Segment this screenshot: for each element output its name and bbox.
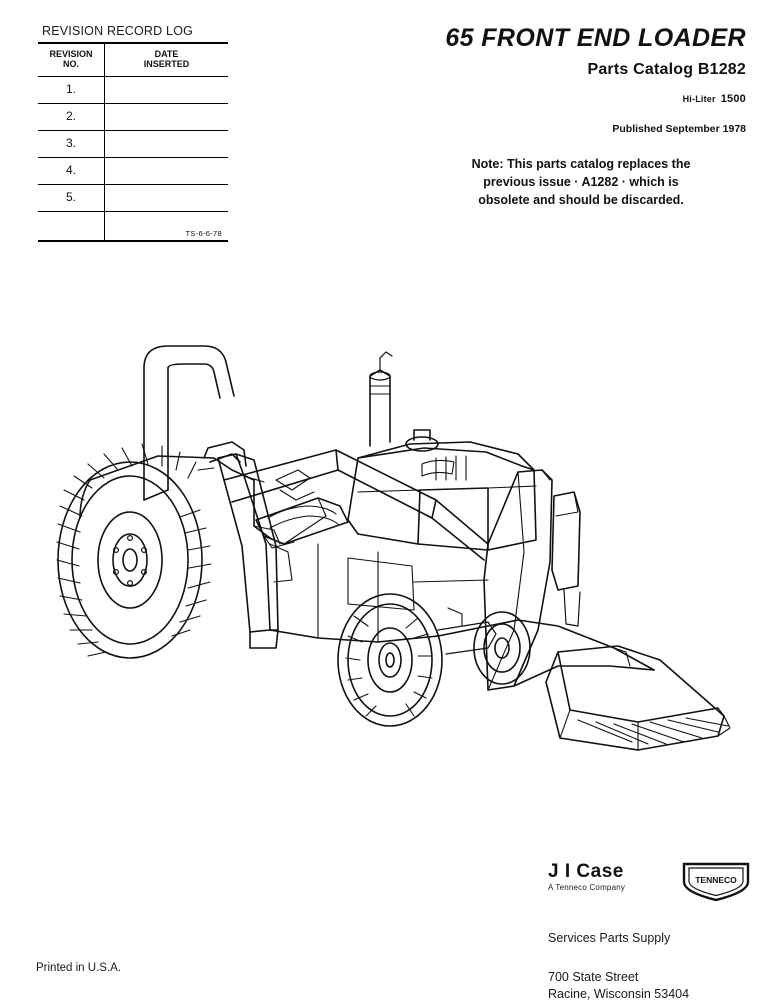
date-inserted-cell[interactable] xyxy=(105,185,229,212)
hiliter-number: 1500 xyxy=(720,93,746,105)
date-inserted-cell[interactable] xyxy=(105,104,229,131)
revision-number-cell: 4. xyxy=(38,158,105,185)
revision-log-title: REVISION RECORD LOG xyxy=(42,24,194,38)
company-tagline: A Tenneco Company xyxy=(548,883,626,892)
address-line-2: Racine, Wisconsin 53404 xyxy=(548,986,690,1001)
services-line: Services Parts Supply xyxy=(548,931,671,945)
tenneco-logo-text: TENNECO xyxy=(695,875,737,885)
document-header xyxy=(366,26,746,209)
catalog-subtitle: Parts Catalog B1282 xyxy=(587,61,746,78)
company-footer xyxy=(548,862,758,1003)
date-inserted-cell[interactable] xyxy=(105,77,229,104)
replacement-note xyxy=(416,155,746,209)
column-header-revision-no: REVISION NO. xyxy=(38,43,105,77)
hiliter-line xyxy=(366,93,746,105)
footer-code-cell xyxy=(105,212,229,242)
table-row xyxy=(38,77,228,104)
revision-log-table xyxy=(38,42,228,242)
printed-in-usa: Printed in U.S.A. xyxy=(36,962,122,974)
tenneco-logo xyxy=(680,858,752,902)
hiliter-label: Hi-Liter xyxy=(682,94,716,104)
revision-number-cell: 1. xyxy=(38,77,105,104)
table-row xyxy=(38,185,228,212)
date-inserted-cell[interactable] xyxy=(105,131,229,158)
revision-number-cell: 5. xyxy=(38,185,105,212)
revision-number-cell: 3. xyxy=(38,131,105,158)
address-line-1: 700 State Street xyxy=(548,969,639,984)
table-row xyxy=(38,158,228,185)
note-line-2: previous issue · A1282 · which is xyxy=(483,175,679,190)
revision-record-log xyxy=(38,24,228,242)
table-header-row xyxy=(38,43,228,77)
page-title: 65 FRONT END LOADER xyxy=(445,24,746,52)
table-row xyxy=(38,131,228,158)
note-line-1: Note: This parts catalog replaces the xyxy=(471,157,691,171)
front-end-loader-tractor-line-drawing xyxy=(18,330,754,760)
table-footer-row xyxy=(38,212,228,242)
published-date: Published September 1978 xyxy=(612,123,746,135)
note-line-3: obsolete and should be discarded. xyxy=(478,193,684,208)
revision-number-cell: 2. xyxy=(38,104,105,131)
company-name: J I Case xyxy=(548,861,624,882)
footer-blank-cell xyxy=(38,212,105,242)
column-header-date-inserted: DATE INSERTED xyxy=(105,43,229,77)
table-row xyxy=(38,104,228,131)
revision-log-code: TS-6-6-78 xyxy=(185,228,222,238)
date-inserted-cell[interactable] xyxy=(105,158,229,185)
brand-row xyxy=(548,862,758,904)
